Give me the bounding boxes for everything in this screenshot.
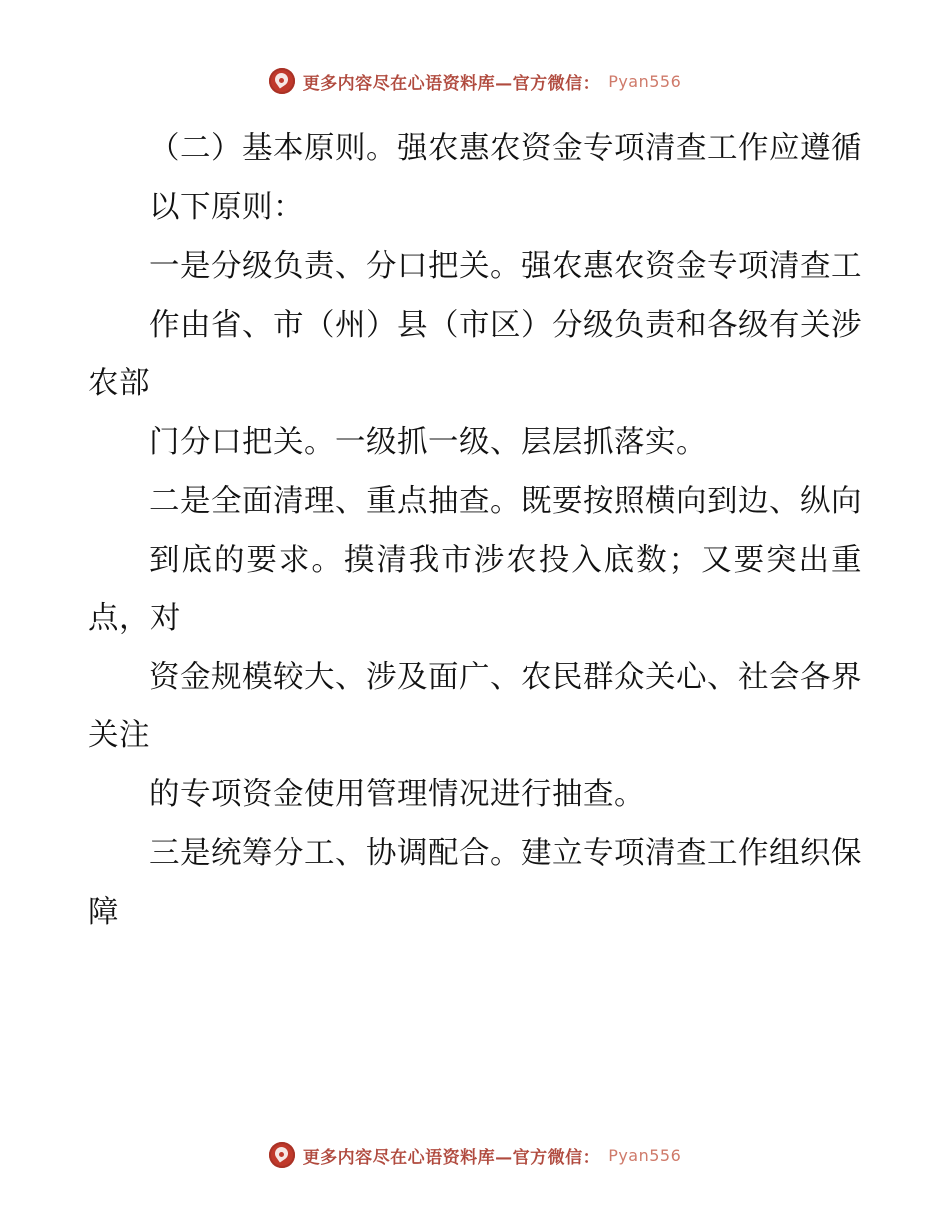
paragraph: 三是统筹分工、协调配合。建立专项清查工作组织保 xyxy=(149,836,862,871)
watermark-account-text: Pyan556 xyxy=(608,1145,682,1165)
paragraph: 门分口把关。一级抓一级、层层抓落实。 xyxy=(149,425,707,460)
paragraph: 到底的要求。摸清我市涉农投入底数；又要突出重点，对 xyxy=(88,543,862,636)
document-text-body xyxy=(0,94,950,1142)
watermark-main-text: 更多内容尽在心语资料库—官方微信： xyxy=(302,73,601,94)
watermark-banner-top xyxy=(0,68,950,94)
paragraph: 障 xyxy=(88,895,119,930)
watermark-main-text: 更多内容尽在心语资料库—官方微信： xyxy=(302,1147,601,1168)
watermark-banner-bottom xyxy=(0,1142,950,1168)
flame-logo-icon xyxy=(269,68,295,94)
paragraph: 一是分级负责、分口把关。强农惠农资金专项清查工 xyxy=(149,249,862,284)
paragraph: 的专项资金使用管理情况进行抽查。 xyxy=(149,777,645,812)
paragraph: 以下原则： xyxy=(149,190,304,225)
paragraph: 资金规模较大、涉及面广、农民群众关心、社会各界关注 xyxy=(88,660,862,753)
paragraph: 二是全面清理、重点抽查。既要按照横向到边、纵向 xyxy=(149,484,862,519)
paragraph: 作由省、市（州）县（市区）分级负责和各级有关涉农部 xyxy=(88,308,862,401)
flame-logo-icon xyxy=(269,1142,295,1168)
paragraph: （二）基本原则。强农惠农资金专项清查工作应遵循 xyxy=(149,131,862,166)
watermark-account-text: Pyan556 xyxy=(608,71,682,91)
